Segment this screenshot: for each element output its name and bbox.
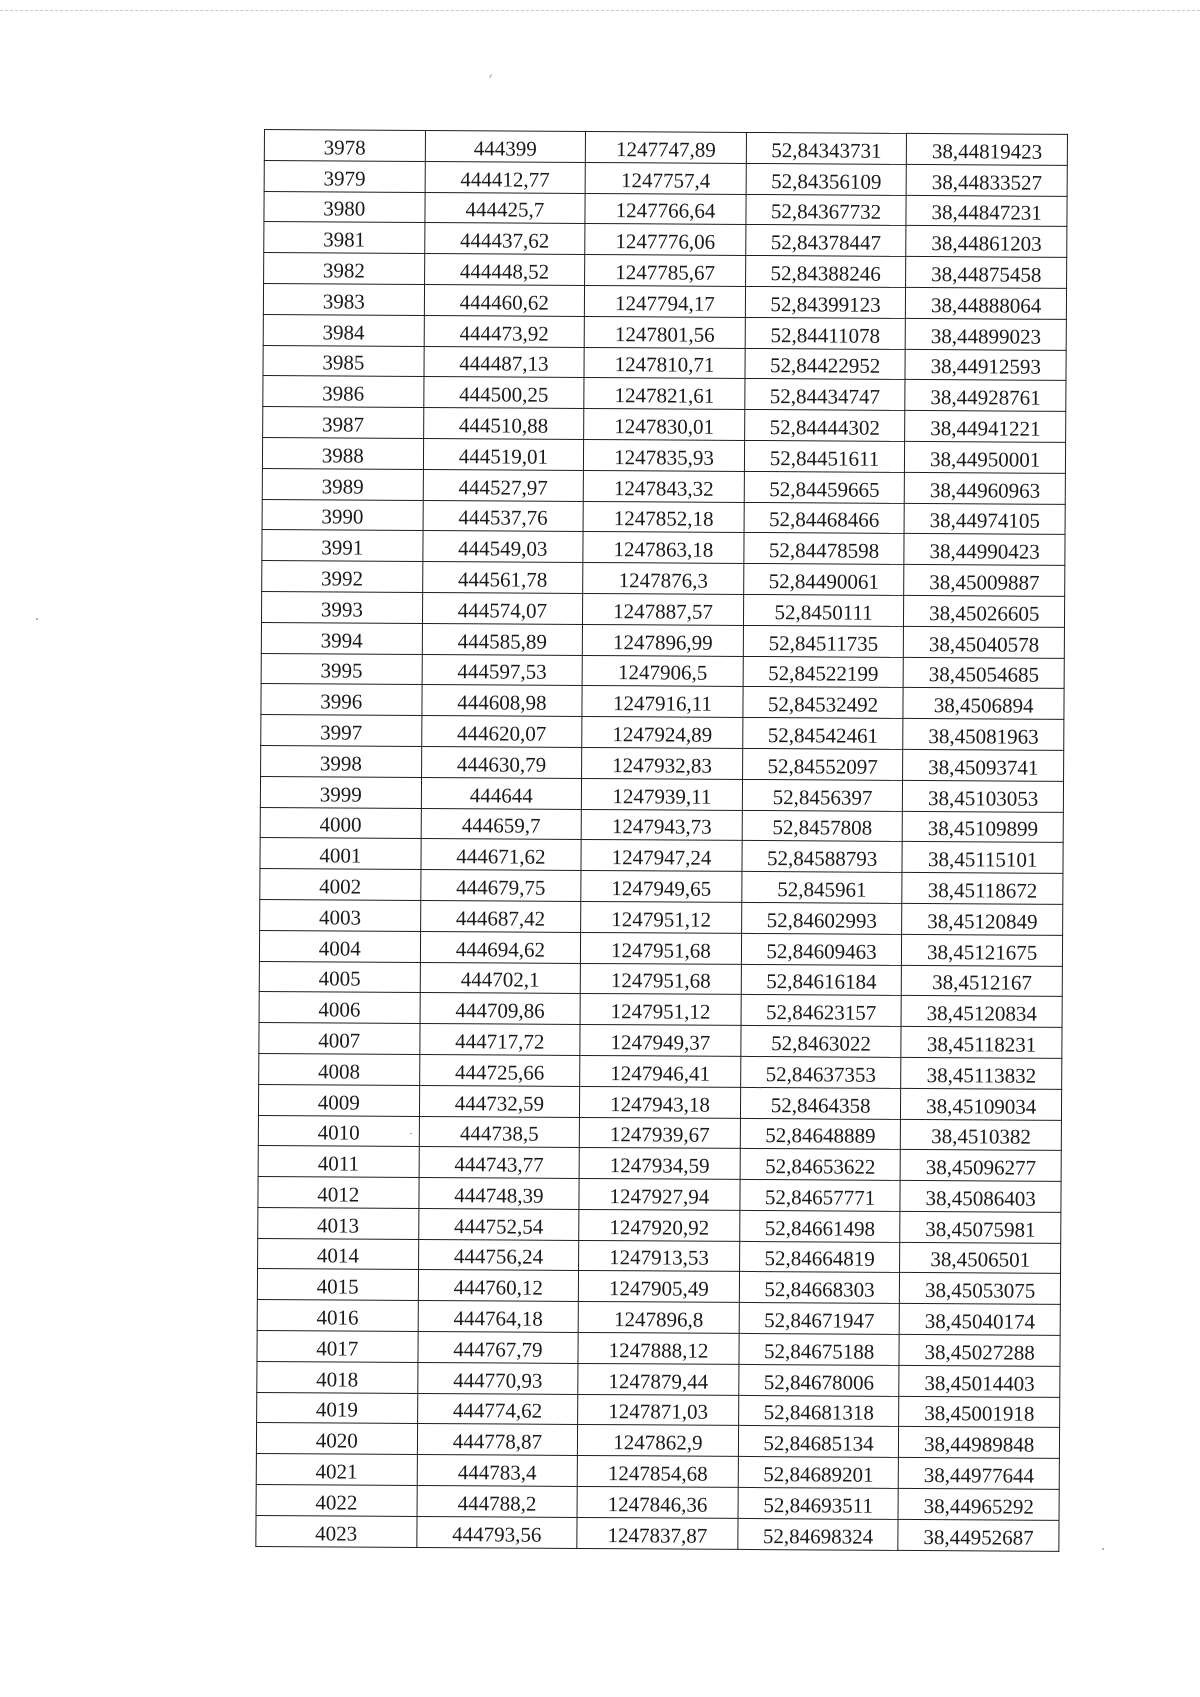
latitude-cell: 52,8456397 (742, 779, 903, 811)
longitude-cell: 38,45096277 (900, 1150, 1061, 1182)
latitude-cell: 52,84609463 (741, 933, 902, 965)
y-coordinate-cell: 1247951,68 (581, 932, 742, 964)
x-coordinate-cell: 444549,03 (422, 531, 583, 563)
table-row (259, 1053, 1062, 1089)
table-row (261, 591, 1064, 627)
y-coordinate-cell: 1247951,68 (580, 963, 741, 995)
x-coordinate-cell: 444764,18 (418, 1301, 579, 1333)
latitude-cell: 52,84657771 (740, 1180, 901, 1212)
y-coordinate-cell: 1247905,49 (579, 1271, 740, 1303)
y-coordinate-cell: 1247852,18 (583, 501, 744, 533)
y-coordinate-cell: 1247835,93 (584, 439, 745, 471)
x-coordinate-cell: 444585,89 (422, 623, 583, 655)
longitude-cell: 38,4506501 (900, 1242, 1061, 1274)
longitude-cell: 38,45103053 (903, 780, 1064, 812)
table-row (264, 191, 1067, 227)
x-coordinate-cell: 444487,13 (424, 346, 585, 378)
point-number-cell: 4003 (260, 899, 421, 931)
latitude-cell: 52,84616184 (741, 964, 902, 996)
point-number-cell: 4018 (257, 1361, 418, 1393)
y-coordinate-cell: 1247801,56 (584, 316, 745, 348)
longitude-cell: 38,44899023 (906, 318, 1067, 350)
latitude-cell: 52,84411078 (745, 317, 906, 349)
point-number-cell: 3997 (261, 715, 422, 747)
x-coordinate-cell: 444717,72 (419, 1024, 580, 1056)
longitude-cell: 38,45001918 (899, 1396, 1060, 1428)
coordinates-table-body (256, 130, 1068, 1552)
latitude-cell: 52,84451611 (744, 440, 905, 472)
longitude-cell: 38,44965292 (898, 1488, 1059, 1520)
table-row (260, 776, 1063, 812)
table-row (259, 961, 1062, 997)
y-coordinate-cell: 1247947,24 (581, 840, 742, 872)
x-coordinate-cell: 444743,77 (419, 1147, 580, 1179)
point-number-cell: 4015 (257, 1269, 418, 1301)
point-number-cell: 4011 (258, 1146, 419, 1178)
y-coordinate-cell: 1247830,01 (584, 409, 745, 441)
y-coordinate-cell: 1247939,11 (582, 778, 743, 810)
y-coordinate-cell: 1247810,71 (584, 347, 745, 379)
table-row (258, 1207, 1061, 1243)
x-coordinate-cell: 444767,79 (418, 1332, 579, 1364)
y-coordinate-cell: 1247920,92 (579, 1209, 740, 1241)
y-coordinate-cell: 1247916,11 (582, 686, 743, 718)
point-number-cell: 3979 (264, 160, 425, 192)
point-number-cell: 4009 (258, 1084, 419, 1116)
table-row (262, 468, 1065, 504)
y-coordinate-cell: 1247871,03 (578, 1394, 739, 1426)
latitude-cell: 52,84532492 (743, 687, 904, 719)
latitude-cell: 52,84478598 (744, 533, 905, 565)
y-coordinate-cell: 1247747,89 (585, 131, 746, 163)
table-row (257, 1331, 1060, 1367)
table-row (257, 1361, 1060, 1397)
table-row (260, 838, 1063, 874)
latitude-cell: 52,84681318 (738, 1395, 899, 1427)
longitude-cell: 38,45014403 (899, 1365, 1060, 1397)
point-number-cell: 3989 (262, 468, 423, 500)
longitude-cell: 38,44950001 (905, 441, 1066, 473)
latitude-cell: 52,845961 (742, 872, 903, 904)
x-coordinate-cell: 444519,01 (423, 438, 584, 470)
x-coordinate-cell: 444425,7 (425, 192, 586, 224)
table-row (261, 653, 1064, 689)
y-coordinate-cell: 1247924,89 (582, 717, 743, 749)
longitude-cell: 38,44819423 (907, 133, 1068, 165)
longitude-cell: 38,44989848 (899, 1427, 1060, 1459)
scan-speck (489, 74, 492, 78)
latitude-cell: 52,8450111 (743, 594, 904, 626)
y-coordinate-cell: 1247927,94 (579, 1179, 740, 1211)
point-number-cell: 3978 (264, 130, 425, 162)
longitude-cell: 38,44888064 (906, 287, 1067, 319)
table-row (256, 1515, 1059, 1551)
longitude-cell: 38,44833527 (906, 164, 1067, 196)
longitude-cell: 38,45115101 (902, 842, 1063, 874)
x-coordinate-cell: 444793,56 (416, 1516, 577, 1548)
y-coordinate-cell: 1247939,67 (579, 1117, 740, 1149)
point-number-cell: 4004 (259, 930, 420, 962)
longitude-cell: 38,45093741 (903, 749, 1064, 781)
longitude-cell: 38,45081963 (903, 719, 1064, 751)
table-row (258, 1146, 1061, 1182)
x-coordinate-cell: 444412,77 (425, 161, 586, 193)
latitude-cell: 52,84678006 (739, 1364, 900, 1396)
y-coordinate-cell: 1247949,65 (581, 871, 742, 903)
point-number-cell: 4000 (260, 807, 421, 839)
latitude-cell: 52,84356109 (746, 163, 907, 195)
x-coordinate-cell: 444630,79 (421, 746, 582, 778)
point-number-cell: 3985 (263, 345, 424, 377)
point-number-cell: 4002 (260, 869, 421, 901)
table-row (257, 1392, 1060, 1428)
table-row (259, 992, 1062, 1028)
table-row (256, 1423, 1059, 1459)
point-number-cell: 4007 (259, 1023, 420, 1055)
y-coordinate-cell: 1247863,18 (583, 532, 744, 564)
table-row (259, 1023, 1062, 1059)
x-coordinate-cell: 444608,98 (422, 685, 583, 717)
longitude-cell: 38,45120834 (901, 996, 1062, 1028)
x-coordinate-cell: 444770,93 (417, 1362, 578, 1394)
y-coordinate-cell: 1247843,32 (583, 470, 744, 502)
point-number-cell: 3981 (264, 222, 425, 254)
point-number-cell: 3982 (264, 253, 425, 285)
longitude-cell: 38,44847231 (906, 195, 1067, 227)
y-coordinate-cell: 1247934,59 (579, 1148, 740, 1180)
y-coordinate-cell: 1247949,37 (580, 1025, 741, 1057)
x-coordinate-cell: 444760,12 (418, 1270, 579, 1302)
longitude-cell: 38,45086403 (900, 1181, 1061, 1213)
point-number-cell: 3990 (262, 499, 423, 531)
scan-speck (36, 618, 38, 620)
latitude-cell: 52,8463022 (741, 1026, 902, 1058)
y-coordinate-cell: 1247943,18 (580, 1086, 741, 1118)
longitude-cell: 38,4512167 (902, 965, 1063, 997)
table-row (263, 345, 1066, 381)
y-coordinate-cell: 1247757,4 (585, 162, 746, 194)
table-row (257, 1269, 1060, 1305)
latitude-cell: 52,84664819 (739, 1241, 900, 1273)
x-coordinate-cell: 444694,62 (420, 931, 581, 963)
point-number-cell: 3986 (263, 376, 424, 408)
y-coordinate-cell: 1247896,8 (578, 1302, 739, 1334)
point-number-cell: 4021 (256, 1454, 417, 1486)
y-coordinate-cell: 1247888,12 (578, 1333, 739, 1365)
table-row (261, 745, 1064, 781)
x-coordinate-cell: 444738,5 (419, 1116, 580, 1148)
latitude-cell: 52,84434747 (745, 379, 906, 411)
point-number-cell: 4012 (258, 1177, 419, 1209)
x-coordinate-cell: 444620,07 (421, 716, 582, 748)
point-number-cell: 3988 (262, 437, 423, 469)
table-row (264, 130, 1067, 166)
y-coordinate-cell: 1247846,36 (577, 1487, 738, 1519)
point-number-cell: 3984 (263, 314, 424, 346)
table-row (262, 530, 1065, 566)
table-row (261, 715, 1064, 751)
point-number-cell: 4023 (256, 1515, 417, 1547)
x-coordinate-cell: 444788,2 (417, 1486, 578, 1518)
y-coordinate-cell: 1247951,12 (581, 901, 742, 933)
longitude-cell: 38,4506894 (903, 688, 1064, 720)
y-coordinate-cell: 1247879,44 (578, 1363, 739, 1395)
latitude-cell: 52,84459665 (744, 471, 905, 503)
longitude-cell: 38,45053075 (900, 1273, 1061, 1305)
latitude-cell: 52,84693511 (738, 1487, 899, 1519)
x-coordinate-cell: 444399 (425, 130, 586, 162)
x-coordinate-cell: 444448,52 (424, 254, 585, 286)
point-number-cell: 4013 (258, 1207, 419, 1239)
scan-edge-line (0, 10, 1200, 11)
table-row (263, 407, 1066, 443)
table-row (260, 899, 1063, 935)
latitude-cell: 52,84685134 (738, 1426, 899, 1458)
table-row (258, 1084, 1061, 1120)
longitude-cell: 38,45009887 (904, 565, 1065, 597)
point-number-cell: 3987 (263, 407, 424, 439)
x-coordinate-cell: 444473,92 (424, 315, 585, 347)
table-row (257, 1300, 1060, 1336)
longitude-cell: 38,44977644 (899, 1458, 1060, 1490)
y-coordinate-cell: 1247943,73 (581, 809, 742, 841)
latitude-cell: 52,8464358 (740, 1087, 901, 1119)
latitude-cell: 52,84522199 (743, 656, 904, 688)
table-row (262, 499, 1065, 535)
point-number-cell: 3995 (261, 653, 422, 685)
point-number-cell: 3983 (263, 283, 424, 315)
longitude-cell: 38,44974105 (904, 503, 1065, 535)
table-row (260, 869, 1063, 905)
point-number-cell: 3999 (260, 776, 421, 808)
point-number-cell: 3994 (261, 622, 422, 654)
longitude-cell: 38,45027288 (899, 1334, 1060, 1366)
y-coordinate-cell: 1247946,41 (580, 1055, 741, 1087)
latitude-cell: 52,84623157 (741, 995, 902, 1027)
table-row (256, 1454, 1059, 1490)
x-coordinate-cell: 444702,1 (420, 962, 581, 994)
longitude-cell: 38,44960963 (905, 472, 1066, 504)
point-number-cell: 3980 (264, 191, 425, 223)
longitude-cell: 38,45040578 (904, 626, 1065, 658)
y-coordinate-cell: 1247906,5 (582, 655, 743, 687)
table-row (264, 253, 1067, 289)
x-coordinate-cell: 444574,07 (422, 592, 583, 624)
table-row (264, 222, 1067, 258)
table-row (260, 807, 1063, 843)
longitude-cell: 38,44990423 (904, 534, 1065, 566)
x-coordinate-cell: 444748,39 (419, 1178, 580, 1210)
latitude-cell: 52,84542461 (743, 718, 904, 750)
latitude-cell: 52,84602993 (741, 902, 902, 934)
table-row (263, 283, 1066, 319)
longitude-cell: 38,45118672 (902, 873, 1063, 905)
latitude-cell: 52,84552097 (742, 748, 903, 780)
table-row (258, 1238, 1061, 1274)
y-coordinate-cell: 1247951,12 (580, 994, 741, 1026)
x-coordinate-cell: 444679,75 (420, 870, 581, 902)
x-coordinate-cell: 444783,4 (417, 1455, 578, 1487)
point-number-cell: 4005 (259, 961, 420, 993)
x-coordinate-cell: 444527,97 (423, 469, 584, 501)
table-row (256, 1485, 1059, 1521)
x-coordinate-cell: 444597,53 (422, 654, 583, 686)
latitude-cell: 52,84343731 (746, 132, 907, 164)
y-coordinate-cell: 1247776,06 (585, 224, 746, 256)
latitude-cell: 52,84661498 (739, 1210, 900, 1242)
longitude-cell: 38,45121675 (902, 934, 1063, 966)
point-number-cell: 3996 (261, 684, 422, 716)
y-coordinate-cell: 1247862,9 (578, 1425, 739, 1457)
longitude-cell: 38,45054685 (903, 657, 1064, 689)
y-coordinate-cell: 1247876,3 (583, 563, 744, 595)
point-number-cell: 4022 (256, 1485, 417, 1517)
y-coordinate-cell: 1247821,61 (584, 378, 745, 410)
x-coordinate-cell: 444460,62 (424, 284, 585, 316)
longitude-cell: 38,44928761 (905, 380, 1066, 412)
point-number-cell: 4017 (257, 1331, 418, 1363)
point-number-cell: 3993 (261, 591, 422, 623)
longitude-cell: 38,44952687 (898, 1519, 1059, 1551)
latitude-cell: 52,84675188 (739, 1334, 900, 1366)
point-number-cell: 3998 (261, 745, 422, 777)
longitude-cell: 38,45118231 (901, 1027, 1062, 1059)
longitude-cell: 38,44875458 (906, 257, 1067, 289)
scan-speck (1102, 1548, 1104, 1550)
longitude-cell: 38,44861203 (906, 226, 1067, 258)
latitude-cell: 52,84653622 (740, 1149, 901, 1181)
y-coordinate-cell: 1247887,57 (583, 593, 744, 625)
point-number-cell: 3992 (262, 561, 423, 593)
y-coordinate-cell: 1247932,83 (582, 747, 743, 779)
x-coordinate-cell: 444510,88 (423, 408, 584, 440)
x-coordinate-cell: 444500,25 (423, 377, 584, 409)
latitude-cell: 52,84490061 (743, 564, 904, 596)
longitude-cell: 38,44912593 (905, 349, 1066, 381)
y-coordinate-cell: 1247794,17 (585, 285, 746, 317)
point-number-cell: 4008 (259, 1053, 420, 1085)
x-coordinate-cell: 444756,24 (418, 1239, 579, 1271)
table-row (264, 160, 1067, 196)
x-coordinate-cell: 444752,54 (418, 1208, 579, 1240)
table-row (262, 437, 1065, 473)
longitude-cell: 38,45040174 (900, 1304, 1061, 1336)
table-row (263, 314, 1066, 350)
x-coordinate-cell: 444659,7 (421, 808, 582, 840)
coordinates-table (255, 129, 1068, 1552)
latitude-cell: 52,84689201 (738, 1457, 899, 1489)
x-coordinate-cell: 444644 (421, 777, 582, 809)
table-row (263, 376, 1066, 412)
x-coordinate-cell: 444537,76 (423, 500, 584, 532)
latitude-cell: 52,84422952 (745, 348, 906, 380)
x-coordinate-cell: 444778,87 (417, 1424, 578, 1456)
point-number-cell: 4016 (257, 1300, 418, 1332)
latitude-cell: 52,84367732 (746, 194, 907, 226)
table-row (258, 1177, 1061, 1213)
x-coordinate-cell: 444732,59 (419, 1085, 580, 1117)
y-coordinate-cell: 1247785,67 (585, 255, 746, 287)
point-number-cell: 4020 (256, 1423, 417, 1455)
latitude-cell: 52,84378447 (746, 225, 907, 257)
y-coordinate-cell: 1247896,99 (582, 624, 743, 656)
table-row (262, 561, 1065, 597)
x-coordinate-cell: 444437,62 (424, 223, 585, 255)
longitude-cell: 38,44941221 (905, 411, 1066, 443)
point-number-cell: 4006 (259, 992, 420, 1024)
latitude-cell: 52,84468466 (744, 502, 905, 534)
latitude-cell: 52,84637353 (740, 1056, 901, 1088)
point-number-cell: 3991 (262, 530, 423, 562)
latitude-cell: 52,84668303 (739, 1272, 900, 1304)
table-row (259, 930, 1062, 966)
longitude-cell: 38,4510382 (901, 1119, 1062, 1151)
x-coordinate-cell: 444687,42 (420, 900, 581, 932)
longitude-cell: 38,45109899 (903, 811, 1064, 843)
longitude-cell: 38,45075981 (900, 1211, 1061, 1243)
latitude-cell: 52,84399123 (745, 286, 906, 318)
table-row (261, 622, 1064, 658)
latitude-cell: 52,84648889 (740, 1118, 901, 1150)
latitude-cell: 52,8457808 (742, 810, 903, 842)
table-row (261, 684, 1064, 720)
point-number-cell: 4001 (260, 838, 421, 870)
table-row (258, 1115, 1061, 1151)
latitude-cell: 52,84588793 (742, 841, 903, 873)
y-coordinate-cell: 1247837,87 (577, 1517, 738, 1549)
point-number-cell: 4019 (257, 1392, 418, 1424)
latitude-cell: 52,84444302 (744, 410, 905, 442)
x-coordinate-cell: 444725,66 (419, 1054, 580, 1086)
x-coordinate-cell: 444774,62 (417, 1393, 578, 1425)
latitude-cell: 52,84388246 (745, 256, 906, 288)
longitude-cell: 38,45120849 (902, 903, 1063, 935)
y-coordinate-cell: 1247854,68 (577, 1456, 738, 1488)
y-coordinate-cell: 1247766,64 (585, 193, 746, 225)
latitude-cell: 52,84671947 (739, 1303, 900, 1335)
longitude-cell: 38,45109034 (901, 1088, 1062, 1120)
x-coordinate-cell: 444709,86 (420, 993, 581, 1025)
point-number-cell: 4010 (258, 1115, 419, 1147)
longitude-cell: 38,45026605 (904, 595, 1065, 627)
latitude-cell: 52,84511735 (743, 625, 904, 657)
longitude-cell: 38,45113832 (901, 1057, 1062, 1089)
y-coordinate-cell: 1247913,53 (579, 1240, 740, 1272)
x-coordinate-cell: 444561,78 (422, 562, 583, 594)
x-coordinate-cell: 444671,62 (421, 839, 582, 871)
point-number-cell: 4014 (258, 1238, 419, 1270)
latitude-cell: 52,84698324 (738, 1518, 899, 1550)
